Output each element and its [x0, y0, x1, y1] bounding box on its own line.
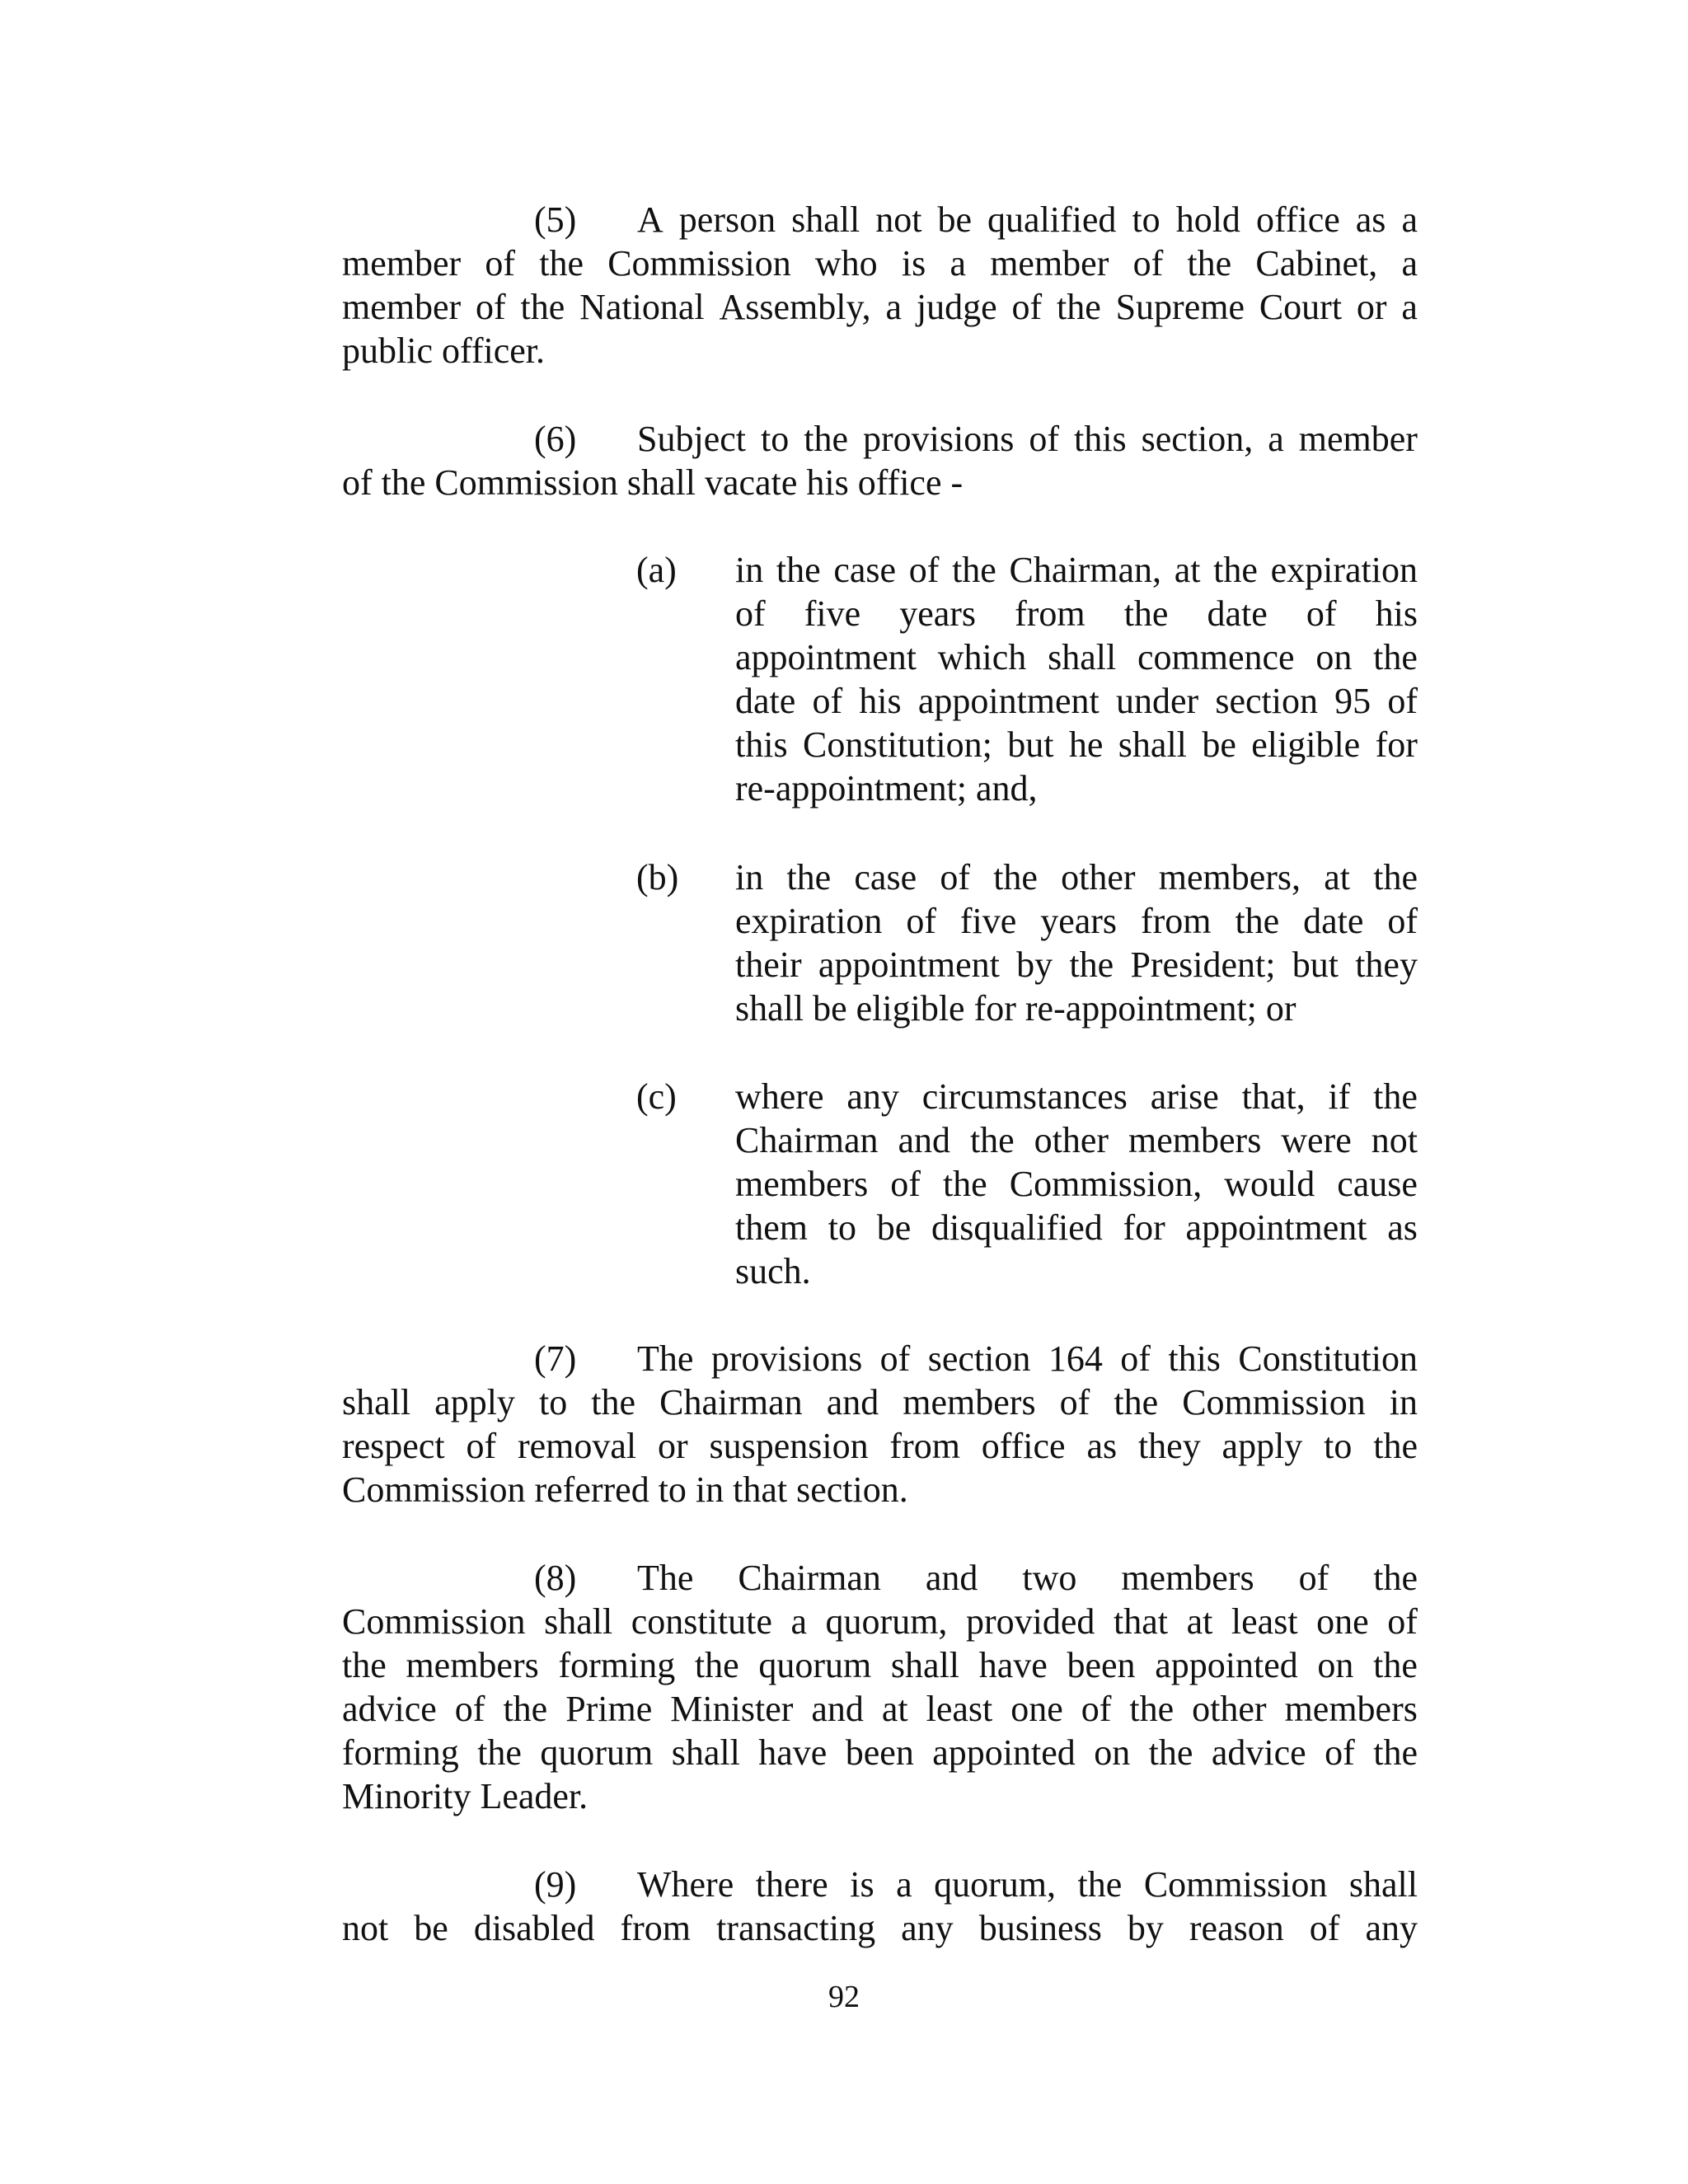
- word: not: [1371, 1120, 1418, 1160]
- word: the: [1114, 1382, 1159, 1422]
- word: of: [879, 1338, 911, 1379]
- paragraph-line: [342, 1424, 1418, 1468]
- word: reason: [1189, 1908, 1284, 1948]
- word: Commission: [1143, 1864, 1328, 1905]
- paragraph-line: [342, 1687, 1418, 1731]
- word: of: [1325, 1732, 1355, 1773]
- word: other: [1192, 1689, 1267, 1729]
- word: of: [1298, 1558, 1329, 1598]
- paragraph-number: (8): [534, 1558, 577, 1598]
- word: to: [1324, 1426, 1353, 1466]
- word: a: [950, 243, 966, 284]
- paragraph-first-line: [637, 1337, 1418, 1380]
- item-line: re-appointment; and,: [735, 768, 1038, 808]
- word: a: [1401, 287, 1418, 327]
- word: hold: [1175, 199, 1240, 240]
- word: a: [790, 1601, 807, 1642]
- word: a: [1268, 419, 1284, 459]
- item-line: [735, 592, 1418, 635]
- item-line: [735, 943, 1418, 987]
- word: least: [926, 1689, 993, 1729]
- paragraph-line: Commission referred to in that section.: [342, 1469, 908, 1510]
- word: forming: [558, 1645, 676, 1685]
- word: member: [1298, 419, 1418, 459]
- paragraph-number: (7): [534, 1338, 577, 1379]
- word: the: [1069, 944, 1114, 985]
- word: shall: [544, 1601, 613, 1642]
- word: members: [735, 1164, 869, 1204]
- item-line: [735, 1118, 1418, 1162]
- word: Chairman: [659, 1382, 803, 1422]
- word: is: [850, 1864, 874, 1905]
- word: of: [485, 243, 516, 284]
- word: least: [1231, 1601, 1298, 1642]
- word: Constitution: [1238, 1338, 1418, 1379]
- word: respect: [342, 1426, 445, 1466]
- word: is: [901, 243, 926, 284]
- item-line: such.: [735, 1251, 811, 1291]
- item-label: (b): [636, 857, 679, 898]
- paragraph-first-line: [637, 1556, 1418, 1600]
- word: office: [1255, 199, 1340, 240]
- word: at: [1174, 550, 1201, 590]
- word: appointment: [917, 681, 1100, 721]
- paragraph-number: (9): [534, 1864, 577, 1905]
- word: of: [1029, 419, 1059, 459]
- word: case: [854, 857, 917, 898]
- word: they: [1137, 1426, 1201, 1466]
- item-line: shall be eligible for re-appointment; or: [735, 988, 1296, 1029]
- word: by: [1127, 1908, 1164, 1948]
- word: in: [1389, 1382, 1418, 1422]
- word: the: [1187, 243, 1232, 284]
- word: five: [804, 593, 861, 634]
- word: the: [342, 1645, 387, 1685]
- word: be: [1202, 724, 1236, 765]
- word: at: [1186, 1601, 1213, 1642]
- word: shall: [1348, 1864, 1418, 1905]
- word: apply: [1221, 1426, 1303, 1466]
- word: to: [760, 419, 790, 459]
- word: the: [503, 1689, 548, 1729]
- word: as: [1355, 199, 1386, 240]
- word: but: [1292, 944, 1339, 985]
- word: the: [591, 1382, 636, 1422]
- word: section,: [1141, 419, 1254, 459]
- word: any: [846, 1076, 899, 1117]
- word: of: [1132, 243, 1164, 284]
- word: and: [925, 1558, 978, 1598]
- paragraph-first-line: [637, 417, 1418, 461]
- word: any: [1365, 1908, 1418, 1948]
- word: the: [1373, 1426, 1418, 1466]
- word: Cabinet,: [1255, 243, 1378, 284]
- word: the: [1373, 1732, 1418, 1773]
- word: of: [476, 287, 506, 327]
- word: of: [1387, 681, 1418, 721]
- word: the: [539, 243, 584, 284]
- word: shall: [791, 199, 860, 240]
- word: Minister: [670, 1689, 794, 1729]
- word: section: [1215, 681, 1318, 721]
- word: or: [657, 1426, 688, 1466]
- word: years: [1040, 901, 1118, 941]
- paragraph-number: (5): [534, 199, 577, 240]
- word: advice: [1211, 1732, 1306, 1773]
- word: Commission,: [1009, 1164, 1203, 1204]
- word: disqualified: [931, 1207, 1103, 1248]
- word: provisions: [862, 419, 1015, 459]
- word: business: [978, 1908, 1102, 1948]
- word: under: [1115, 681, 1199, 721]
- word: shall: [1118, 724, 1187, 765]
- word: the: [1129, 1689, 1175, 1729]
- word: or: [1356, 287, 1387, 327]
- word: that,: [1241, 1076, 1306, 1117]
- word: the: [1077, 1864, 1123, 1905]
- item-label: (c): [636, 1076, 677, 1117]
- word: Commission: [342, 1601, 526, 1642]
- word: the: [942, 1164, 987, 1204]
- word: of: [1309, 1908, 1340, 1948]
- word: the: [1213, 550, 1258, 590]
- word: of: [1120, 1338, 1151, 1379]
- paragraph-first-line: [637, 1863, 1418, 1906]
- paragraph-line: of the Commission shall vacate his office -: [342, 462, 964, 503]
- word: from: [889, 1426, 960, 1466]
- word: of: [940, 857, 970, 898]
- word: members: [1284, 1689, 1418, 1729]
- word: on: [1315, 637, 1353, 677]
- word: which: [937, 637, 1027, 677]
- item-line: [735, 1206, 1418, 1249]
- word: Chairman,: [1009, 550, 1162, 590]
- word: this: [1074, 419, 1127, 459]
- paragraph-number: (6): [534, 419, 577, 459]
- word: constitute: [631, 1601, 772, 1642]
- word: disabled: [473, 1908, 595, 1948]
- word: suspension: [709, 1426, 869, 1466]
- word: of: [1059, 1382, 1090, 1422]
- word: at: [1324, 857, 1351, 898]
- word: his: [1375, 593, 1418, 634]
- word: The: [637, 1338, 694, 1379]
- word: Where: [637, 1864, 734, 1905]
- word: as: [1086, 1426, 1118, 1466]
- word: shall: [1048, 637, 1117, 677]
- word: in: [735, 550, 764, 590]
- word: the: [477, 1732, 522, 1773]
- paragraph-line: [342, 1600, 1418, 1643]
- word: Subject: [637, 419, 746, 459]
- word: the: [1235, 901, 1280, 941]
- word: the: [786, 857, 832, 898]
- item-line: [735, 899, 1418, 943]
- word: years: [899, 593, 977, 634]
- word: arise: [1150, 1076, 1219, 1117]
- word: members: [903, 1382, 1036, 1422]
- word: who: [814, 243, 878, 284]
- page-number: 92: [828, 1980, 860, 2014]
- word: Commission: [1182, 1382, 1366, 1422]
- word: a: [896, 1864, 912, 1905]
- word: his: [859, 681, 902, 721]
- word: expiration: [1270, 550, 1418, 590]
- word: Constitution;: [802, 724, 992, 765]
- word: quorum: [540, 1732, 654, 1773]
- word: shall: [890, 1645, 960, 1685]
- word: provided: [966, 1601, 1095, 1642]
- word: he: [1068, 724, 1104, 765]
- word: date: [1303, 901, 1364, 941]
- word: members: [1128, 1120, 1262, 1160]
- word: at: [881, 1689, 908, 1729]
- word: the: [1123, 593, 1169, 634]
- word: of: [906, 901, 936, 941]
- word: member: [342, 287, 462, 327]
- word: case: [833, 550, 897, 590]
- word: and: [811, 1689, 864, 1729]
- word: the: [804, 419, 848, 459]
- word: other: [1061, 857, 1136, 898]
- paragraph-line: Minority Leader.: [342, 1776, 588, 1816]
- word: circumstances: [921, 1076, 1128, 1117]
- item-label: (a): [636, 550, 677, 590]
- word: Supreme: [1115, 287, 1245, 327]
- word: appointed: [1155, 1645, 1298, 1685]
- word: cause: [1337, 1164, 1418, 1204]
- word: of: [1081, 1689, 1112, 1729]
- paragraph-first-line: [637, 198, 1418, 241]
- word: apply: [434, 1382, 515, 1422]
- word: their: [735, 944, 802, 985]
- word: where: [735, 1076, 824, 1117]
- word: on: [1094, 1732, 1131, 1773]
- word: section: [927, 1338, 1031, 1379]
- word: the: [1056, 287, 1101, 327]
- word: by: [1016, 944, 1053, 985]
- word: if: [1328, 1076, 1351, 1117]
- word: member: [990, 243, 1109, 284]
- word: been: [845, 1732, 914, 1773]
- word: would: [1224, 1164, 1315, 1204]
- word: members: [406, 1645, 539, 1685]
- word: this: [1168, 1338, 1221, 1379]
- word: to: [828, 1207, 856, 1248]
- word: transacting: [716, 1908, 876, 1948]
- word: be: [414, 1908, 448, 1948]
- word: person: [678, 199, 776, 240]
- word: a: [1401, 243, 1418, 284]
- word: Prime: [565, 1689, 653, 1729]
- word: were: [1281, 1120, 1352, 1160]
- word: judge: [916, 287, 997, 327]
- word: date: [1207, 593, 1268, 634]
- item-line: [735, 855, 1418, 899]
- word: have: [978, 1645, 1048, 1685]
- item-line: [735, 723, 1418, 766]
- word: A: [637, 199, 663, 240]
- paragraph-line: [342, 1731, 1418, 1774]
- word: qualified: [987, 199, 1117, 240]
- word: Chairman: [738, 1558, 881, 1598]
- word: of: [1306, 593, 1337, 634]
- word: them: [735, 1207, 808, 1248]
- word: National: [579, 287, 705, 327]
- word: on: [1317, 1645, 1354, 1685]
- word: not: [875, 199, 922, 240]
- paragraph-line: [342, 1906, 1418, 1950]
- word: expiration: [735, 901, 883, 941]
- item-line: [735, 679, 1418, 723]
- word: appointed: [932, 1732, 1076, 1773]
- word: members,: [1158, 857, 1301, 898]
- word: forming: [342, 1732, 459, 1773]
- word: and: [826, 1382, 879, 1422]
- word: a: [885, 287, 903, 327]
- word: there: [755, 1864, 828, 1905]
- word: advice: [342, 1689, 437, 1729]
- word: appointment: [818, 944, 1000, 985]
- word: this: [735, 724, 788, 765]
- paragraph-line: [342, 285, 1418, 329]
- word: the: [1373, 1076, 1418, 1117]
- word: one: [1316, 1601, 1369, 1642]
- word: commence: [1137, 637, 1295, 677]
- word: quorum: [758, 1645, 872, 1685]
- word: Chairman: [735, 1120, 879, 1160]
- word: of: [454, 1689, 485, 1729]
- word: eligible: [1251, 724, 1361, 765]
- paragraph-line: public officer.: [342, 330, 545, 371]
- word: the: [1148, 1732, 1193, 1773]
- paragraph-line: [342, 1643, 1418, 1687]
- word: to: [1132, 199, 1160, 240]
- word: the: [1373, 637, 1418, 677]
- item-line: [735, 635, 1418, 679]
- word: be: [876, 1207, 912, 1248]
- word: that: [1114, 1601, 1168, 1642]
- word: from: [1140, 901, 1212, 941]
- word: shall: [671, 1732, 740, 1773]
- word: date: [735, 681, 796, 721]
- word: President;: [1130, 944, 1276, 985]
- word: any: [901, 1908, 954, 1948]
- word: and: [898, 1120, 950, 1160]
- word: of: [735, 593, 766, 634]
- word: member: [342, 243, 462, 284]
- word: one: [1010, 1689, 1063, 1729]
- word: the: [952, 550, 996, 590]
- word: provisions: [710, 1338, 863, 1379]
- word: the: [1373, 1558, 1418, 1598]
- item-line: [735, 548, 1418, 592]
- word: not: [342, 1908, 389, 1948]
- word: they: [1355, 944, 1418, 985]
- word: The: [637, 1558, 694, 1598]
- word: shall: [342, 1382, 411, 1422]
- word: Assembly,: [719, 287, 871, 327]
- word: of: [466, 1426, 497, 1466]
- word: of: [1387, 1601, 1418, 1642]
- paragraph-line: [342, 241, 1418, 285]
- word: a: [1401, 199, 1418, 240]
- word: of: [908, 550, 940, 590]
- word: 164: [1048, 1338, 1103, 1379]
- word: the: [520, 287, 565, 327]
- word: five: [959, 901, 1017, 941]
- word: have: [758, 1732, 828, 1773]
- word: from: [620, 1908, 692, 1948]
- word: Court: [1259, 287, 1343, 327]
- word: appointment: [1185, 1207, 1367, 1248]
- paragraph-line: [342, 1380, 1418, 1424]
- word: for: [1123, 1207, 1165, 1248]
- word: the: [776, 550, 821, 590]
- word: of: [1387, 901, 1418, 941]
- word: 95: [1334, 681, 1372, 721]
- word: the: [1373, 1645, 1418, 1685]
- word: the: [694, 1645, 739, 1685]
- word: quorum,: [825, 1601, 948, 1642]
- word: Commission: [607, 243, 791, 284]
- word: as: [1387, 1207, 1418, 1248]
- word: been: [1067, 1645, 1136, 1685]
- word: members: [1121, 1558, 1254, 1598]
- word: from: [1015, 593, 1085, 634]
- word: office: [981, 1426, 1066, 1466]
- word: the: [969, 1120, 1015, 1160]
- word: the: [993, 857, 1038, 898]
- word: quorum,: [934, 1864, 1057, 1905]
- item-line: [735, 1162, 1418, 1206]
- word: other: [1034, 1120, 1109, 1160]
- word: in: [735, 857, 764, 898]
- word: two: [1022, 1558, 1077, 1598]
- item-line: [735, 1075, 1418, 1118]
- word: of: [890, 1164, 921, 1204]
- word: but: [1007, 724, 1054, 765]
- word: the: [1373, 857, 1418, 898]
- word: for: [1375, 724, 1418, 765]
- word: of: [1011, 287, 1043, 327]
- word: of: [812, 681, 843, 721]
- word: removal: [517, 1426, 637, 1466]
- word: be: [937, 199, 973, 240]
- word: to: [539, 1382, 568, 1422]
- word: appointment: [735, 637, 917, 677]
